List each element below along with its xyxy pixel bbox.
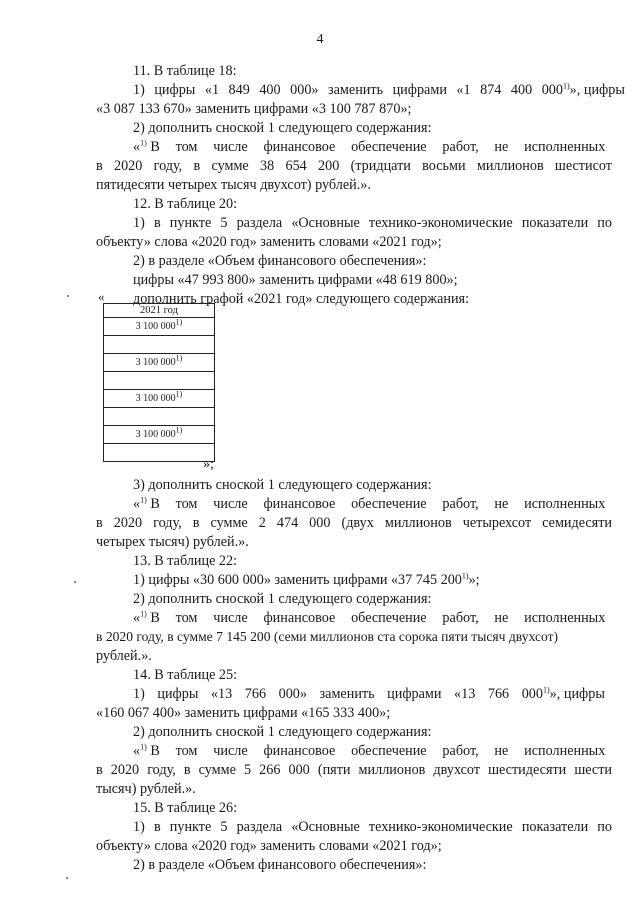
- scan-speck: [74, 581, 76, 583]
- paragraph-line: объекту» слова «2020 год» заменить словами «2021 год»;: [96, 838, 442, 854]
- scan-speck: [67, 295, 69, 297]
- page-number: 4: [316, 32, 324, 47]
- paragraph-line: объекту» слова «2020 год» заменить словами «2021 год»;: [96, 234, 442, 250]
- quote-open: «: [98, 289, 105, 304]
- paragraph-line: дополнить графой «2021 год» следующего содержания:: [133, 291, 470, 307]
- table-cell: 3 100 000$^{1)}$: [104, 426, 215, 444]
- text-span: «: [133, 496, 141, 512]
- text-span: »;: [468, 572, 480, 588]
- footnote-mark: 1): [461, 571, 469, 581]
- year-table: [103, 303, 215, 462]
- text-span: 1) цифры «1 849 400 000» заменить цифрами «1 874 400 000: [133, 82, 563, 98]
- footnote-line: [133, 609, 612, 627]
- text-span: В том числе финансовое обеспечение работ, не исполненных: [150, 743, 606, 759]
- table-cell: 3 100 000$^{1)}$: [104, 354, 215, 372]
- paragraph-line: «160 067 400» заменить цифрами «165 333 400»;: [96, 705, 391, 721]
- item-11-heading: 11. В таблице 18:: [133, 63, 237, 79]
- paragraph-line: 2) дополнить сноской 1 следующего содержания:: [133, 120, 432, 136]
- paragraph-line: цифры «47 993 800» заменить цифрами «48 619 800»;: [133, 272, 458, 288]
- footnote-mark: 1): [140, 138, 147, 148]
- scan-speck: [66, 877, 68, 879]
- table-cell: [104, 372, 215, 390]
- item-11-line: [133, 81, 625, 99]
- paragraph-line: [133, 685, 612, 703]
- text-span: «: [133, 610, 141, 626]
- footnote-line: [133, 138, 612, 156]
- paragraph-line: 3) дополнить сноской 1 следующего содержания:: [133, 477, 432, 493]
- paragraph-line: в 2020 году, в сумме 38 654 200 (тридцати восьми миллионов шестисот: [96, 158, 612, 174]
- table-header: 2021 год: [104, 304, 215, 318]
- footnote-mark: 1): [563, 81, 570, 91]
- table-cell: 3 100 000$^{1)}$: [104, 318, 215, 336]
- text-span: «: [133, 743, 141, 759]
- paragraph-line: тысяч) рублей.».: [96, 781, 196, 797]
- paragraph-line: в 2020 году, в сумме 5 266 000 (пяти миллионов двухсот шестидесяти шести: [96, 762, 612, 778]
- item-13-heading: 13. В таблице 22:: [133, 553, 238, 569]
- paragraph-line: рублей.».: [96, 648, 152, 664]
- table-cell: [104, 408, 215, 426]
- table-cell: [104, 444, 215, 462]
- paragraph-line: 2) дополнить сноской 1 следующего содержания:: [133, 724, 432, 740]
- paragraph-line: 2) в разделе «Объем финансового обеспечения»:: [133, 253, 427, 269]
- paragraph-line: пятидесяти четырех тысяч двухсот) рублей.».: [96, 177, 371, 193]
- table-cell: [104, 336, 215, 354]
- paragraph-line: в 2020 году, в сумме 2 474 000 (двух миллионов четырехсот семидесяти: [96, 515, 612, 531]
- paragraph-line: 1) в пункте 5 раздела «Основные технико-экономические показатели по: [133, 819, 612, 835]
- text-span: 1) цифры «13 766 000» заменить цифрами «13 766 000: [133, 686, 543, 702]
- text-span: В том числе финансовое обеспечение работ, не исполненных: [150, 139, 606, 155]
- paragraph-line: в 2020 году, в сумме 7 145 200 (семи миллионов ста сорока пяти тысяч двухсот): [96, 629, 559, 644]
- footnote-line: [133, 495, 612, 513]
- text-span: В том числе финансовое обеспечение работ, не исполненных: [150, 610, 606, 626]
- paragraph-line: 2) дополнить сноской 1 следующего содержания:: [133, 591, 432, 607]
- footnote-mark: 1): [140, 495, 147, 505]
- paragraph-line: 1) в пункте 5 раздела «Основные технико-экономические показатели по: [133, 215, 612, 231]
- footnote-mark: 1): [543, 685, 550, 695]
- text-span: », цифры: [569, 82, 625, 98]
- item-15-heading: 15. В таблице 26:: [133, 800, 238, 816]
- item-12-heading: 12. В таблице 20:: [133, 196, 238, 212]
- paragraph-line: четырех тысяч) рублей.».: [96, 534, 249, 550]
- footnote-line: [133, 742, 612, 760]
- text-span: 1) цифры «30 600 000» заменить цифрами «37 745 200: [133, 572, 462, 588]
- text-span: », цифры: [549, 686, 605, 702]
- text-span: «: [133, 139, 141, 155]
- paragraph-line: «3 087 133 670» заменить цифрами «3 100 787 870»;: [96, 101, 412, 117]
- text-span: В том числе финансовое обеспечение работ, не исполненных: [150, 496, 606, 512]
- item-14-heading: 14. В таблице 25:: [133, 667, 238, 683]
- quote-close: »;: [203, 457, 214, 472]
- paragraph-line: [133, 571, 480, 589]
- footnote-mark: 1): [140, 609, 147, 619]
- paragraph-line: 2) в разделе «Объем финансового обеспечения»:: [133, 857, 427, 873]
- footnote-mark: 1): [140, 742, 147, 752]
- table-cell: 3 100 000$^{1)}$: [104, 390, 215, 408]
